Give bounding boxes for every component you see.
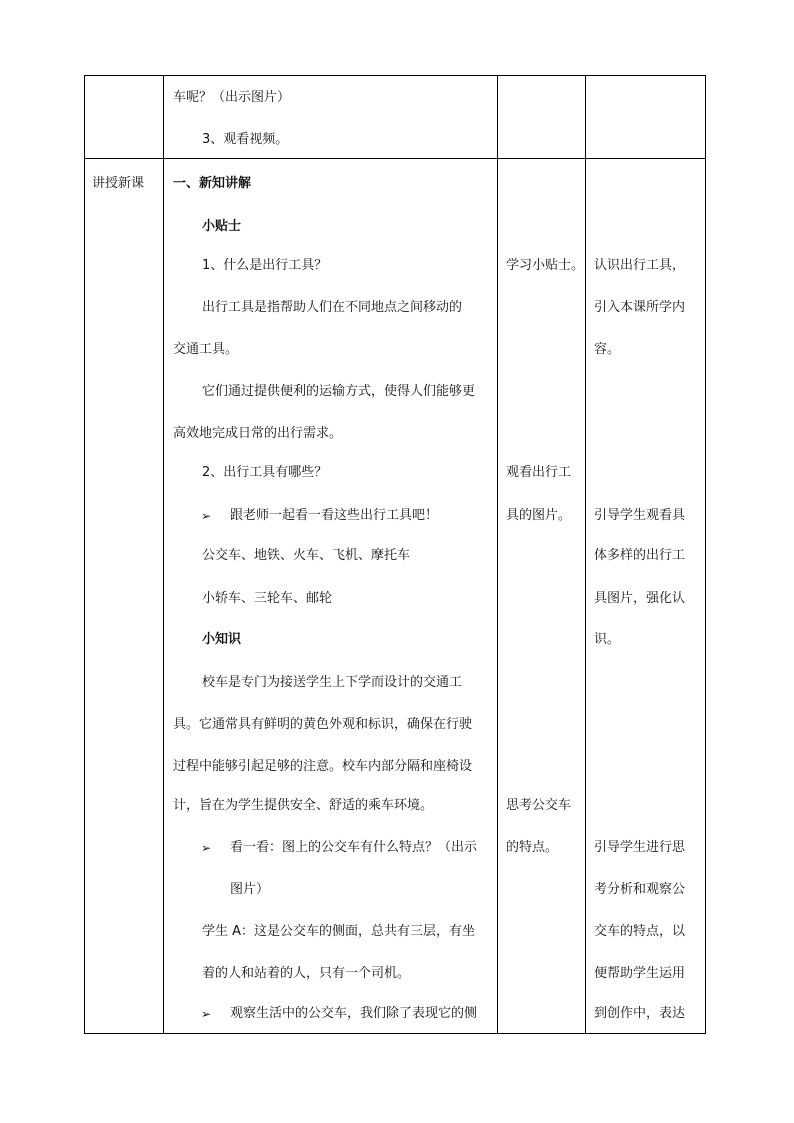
tool-list-line: 公交车、地铁、火车、飞机、摩托车 [202, 548, 411, 563]
bullet-text: 观察生活中的公交车，我们除了表现它的侧 [230, 1006, 478, 1021]
table-divider-2 [497, 75, 498, 1034]
knowledge-line: 具。它通常具有鲜明的黄色外观和标识，确保在行驶 [173, 717, 473, 732]
bullet-text: 跟老师一起看一看这些出行工具吧！ [230, 508, 439, 523]
section-heading: 一、新知讲解 [173, 176, 252, 191]
student-activity: 的特点。 [506, 840, 559, 855]
usage-line: 它们通过提供便利的运输方式，使得人们能够更 [202, 384, 476, 399]
design-intent: 交车的特点，以 [594, 924, 686, 939]
knowledge-line: 校车是专门为接送学生上下学而设计的交通工 [202, 675, 463, 690]
usage-line: 高效地完成日常的出行需求。 [173, 426, 343, 441]
bullet-arrow-icon: ➢ [201, 841, 212, 855]
student-activity: 具的图片。 [506, 508, 572, 523]
question-2: 2、出行工具有哪些？ [202, 465, 328, 480]
student-activity: 观看出行工 [506, 465, 572, 480]
bullet-text: 图片） [230, 882, 270, 897]
design-intent: 引导学生观看具 [594, 508, 686, 523]
definition-line: 出行工具是指帮助人们在不同地点之间移动的 [202, 300, 463, 315]
student-activity: 思考公交车 [506, 798, 572, 813]
question-1: 1、什么是出行工具？ [202, 258, 328, 273]
tool-list-line: 小轿车、三轮车、邮轮 [202, 591, 333, 606]
design-intent: 考分析和观察公 [594, 882, 686, 897]
design-intent: 引入本课所学内 [594, 300, 686, 315]
table-border-top [84, 75, 706, 76]
design-intent: 识。 [594, 632, 621, 647]
design-intent: 具图片，强化认 [594, 591, 686, 606]
design-intent: 便帮助学生运用 [594, 966, 686, 981]
tip-title: 小贴士 [202, 219, 242, 234]
design-intent: 认识出行工具， [594, 258, 686, 273]
table-divider-3 [585, 75, 586, 1034]
table-divider-1 [163, 75, 164, 1034]
design-intent: 到创作中，表达 [594, 1006, 686, 1021]
knowledge-line: 计，旨在为学生提供安全、舒适的乘车环境。 [173, 798, 434, 813]
definition-line: 交通工具。 [173, 342, 239, 357]
knowledge-line: 过程中能够引起足够的注意。校车内部分隔和座椅设 [173, 759, 473, 774]
student-activity: 学习小贴士。 [506, 258, 585, 273]
bullet-arrow-icon: ➢ [201, 1007, 212, 1021]
student-answer-line: 着的人和站着的人，只有一个司机。 [202, 966, 411, 981]
table-border-right [705, 75, 706, 1034]
row1-content-line: 车呢？（出示图片） [173, 90, 291, 105]
row1-content-line: 3、观看视频。 [202, 132, 289, 147]
table-border-left [84, 75, 85, 1034]
design-intent: 引导学生进行思 [594, 840, 686, 855]
design-intent: 体多样的出行工 [594, 548, 686, 563]
student-answer-line: 学生 A：这是公交车的侧面，总共有三层，有坐 [202, 924, 476, 939]
table-border-bottom [84, 1033, 706, 1034]
bullet-arrow-icon: ➢ [201, 509, 212, 523]
bullet-text: 看一看：图上的公交车有什么特点？（出示 [230, 840, 478, 855]
knowledge-title: 小知识 [202, 632, 242, 647]
table-row-divider [84, 158, 706, 159]
stage-label: 讲授新课 [92, 176, 145, 191]
design-intent: 容。 [594, 342, 621, 357]
